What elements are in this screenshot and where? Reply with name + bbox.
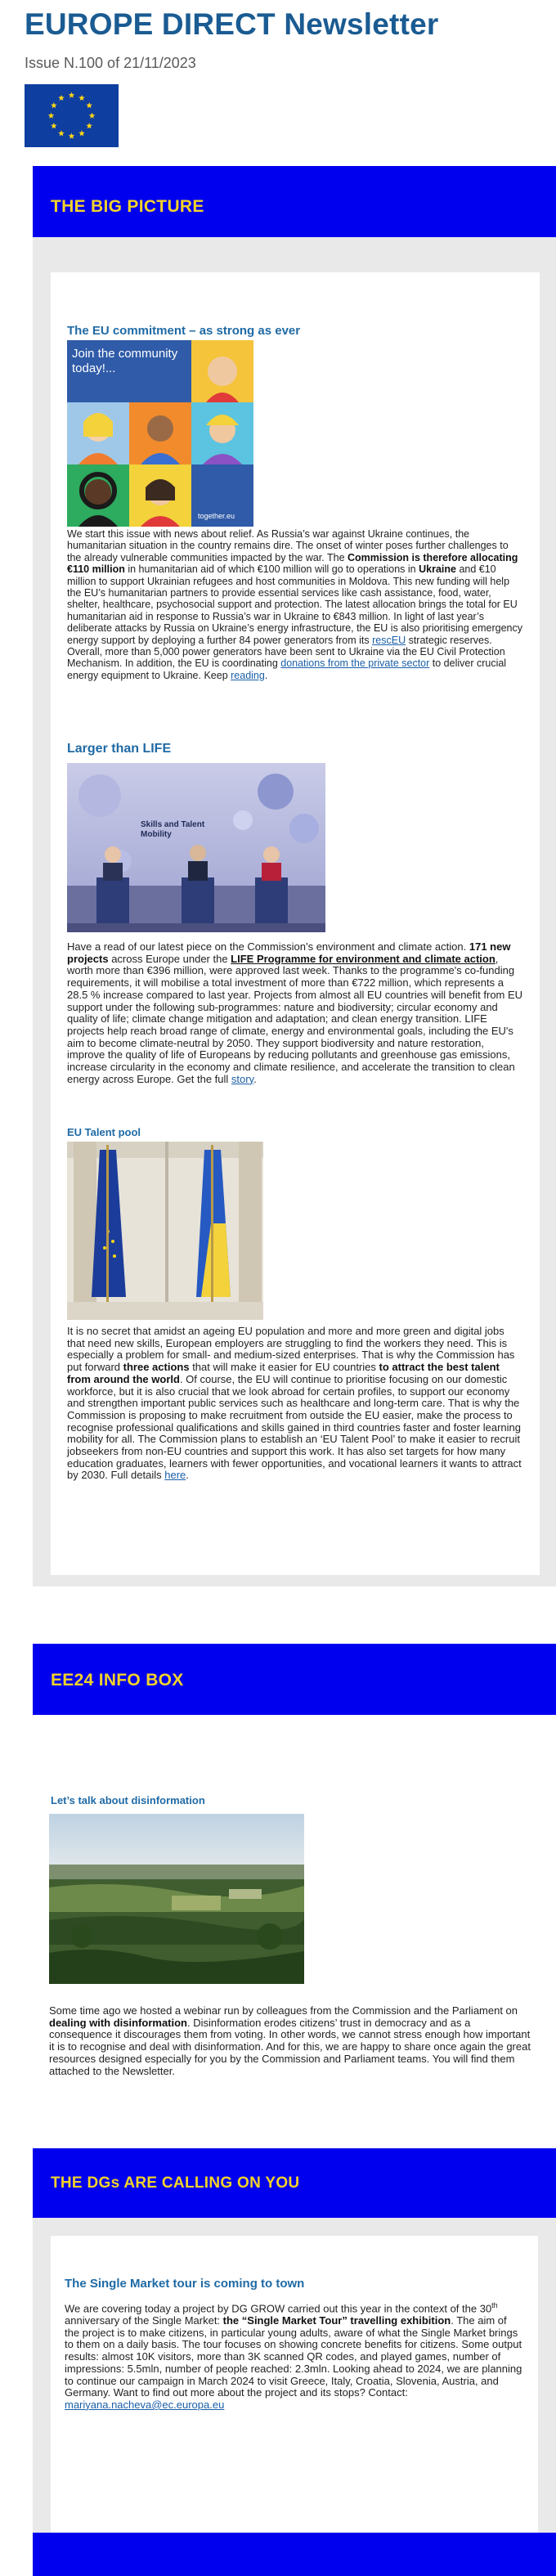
newsletter-title: EUROPE DIRECT Newsletter [25,7,439,41]
contact-email-link[interactable]: mariyana.nacheva@ec.europa.eu [65,2398,225,2411]
article-title-disinfo: Let’s talk about disinformation [51,1794,205,1806]
resceu-link[interactable]: rescEU [372,634,406,646]
eu-flag-icon [25,84,119,147]
section-band-dgs [33,2148,556,2218]
campaign-image-brand: together.eu [198,512,235,520]
life-programme-link[interactable]: LIFE Programme for environment and climate action [231,952,495,965]
together-eu-campaign-image [67,340,253,527]
dgs-container [33,2218,556,2533]
article-body-eu-commitment: We start this issue with news about relief. As Russia’s war against Ukraine continues, the humanitarian situation in the country remains dire. The onset of winter poses further challenges to the already vulnerable communities impacted by the war. The Commission is therefore allocating €110 million in humanitarian aid of which €100 million will go to operations in Ukraine and €10 million to support Ukrainian refugees and host communities in Moldova. This new funding will help the EU’s humanitarian partners to provide essential services like cash assistance, food, water, shelter, healthcare, psychosocial support and protection. The latest allocation brings the total for EU humanitarian aid in response to Russia’s war in Ukraine to €843 million. In light of last year’s deliberate attacks by Russia on Ukraine’s energy infrastructure, the EU is also prioritising emergency energy support by deploying a further 84 power generators from its rescEU strategic reserves. Overall, more than 5,000 power generators have been sent to Ukraine via the EU Civil Protection Mechanism. In addition, the EU is coordinating donations from the private sector to deliver crucial energy equipment to Ukraine. Keep reading. [67,528,522,681]
section-title-info-box: EE24 INFO BOX [51,1671,184,1690]
eu-ukraine-flags-photo [67,1142,263,1320]
section-title-big-picture: THE BIG PICTURE [51,197,204,216]
campaign-image-join-text: Join the community today!... [72,347,178,375]
article-body-life: Have a read of our latest piece on the Commission’s environment and climate action. 171 new projects across Europe under the LIFE Programme for environment and climate action, worth more than €396 million, were approved last week. Thanks to the programme's co-funding requirements, it will mobilise a total investment of more than €722 million, which represents a 28.5 % increase compared to last year. Projects from almost all EU countries will benefit from EU support under the following sub-programmes: nature and biodiversity; circular economy and quality of life; climate change mitigation and adaptation; and clean energy transition. LIFE projects help reach broad range of climate, energy and environmental goals, including the EU's aim to become climate-neutral by 2050. They support biodiversity and nature restoration, improve the quality of life of Europeans by reducing pollutants and greenhouse gas emissions, increase circularity in the economy and climate resilience, and accelerate the transition to clean energy across Europe. Get the full story. [67,940,523,1085]
private-donations-link[interactable]: donations from the private sector [280,657,430,670]
skills-talent-press-photo [67,763,325,932]
section-band-info-box [33,1644,556,1715]
article-body-disinfo: Some time ago we hosted a webinar run by colleagues from the Commission and the Parliament on dealing with disinformation. Disinformation erodes citizens’ trust in democracy and as a consequence it discourages them from voting. In other words, we cannot stress enough how important it is to recognise and deal with disinformation. And for this, we are happy to share once again the great resources designed especially for you by the Commission and Parliament teams. You will find them attached to the Newsletter. [49,2004,531,2077]
big-picture-card [51,272,540,1575]
full-story-link[interactable]: story [231,1072,254,1085]
article-body-single-market: We are covering today a project by DG GROW carried out this year in the context of the 30th anniversary of the Single Market: the “Single Market Tour” travelling exhibition. The aim of the project is to make citizens, in particular young adults, aware of what the Single Market brings to them on a daily basis. The tour focuses on showing concrete benefits for citizens. Some output results: almost 10K visitors, more than 3K scanned QR codes, and played games, number of impressions: 5.5mln, number of people reached: 2.3mln. Looking ahead to 2024, we are planning to continue our campaign in March 2024 to visit Greece, Italy, Croatia, Slovenia, Austria, and Germany. Want to find out more about the project and its stops? Contact: mariyana.nacheva@ec.europa.eu [65,2301,522,2411]
section-band-next [33,2533,556,2576]
dgs-card [51,2236,538,2533]
article-title-single-market: The Single Market tour is coming to town [65,2277,305,2291]
issue-number: Issue N.100 of 21/11/2023 [25,55,196,71]
section-title-dgs: THE DGs ARE CALLING ON YOU [51,2174,300,2192]
article-title-talent: EU Talent pool [67,1126,141,1138]
big-picture-container [33,237,556,1586]
article-title-life: Larger than LIFE [67,742,172,756]
masthead [25,7,531,72]
reading-link[interactable]: reading [231,669,265,681]
press-photo-caption: Skills and Talent Mobility [141,820,205,839]
article-body-talent: It is no secret that amidst an ageing EU population and more and more green and digital jobs that need new skills, European employers are struggling to find the workers they need. This is especially a problem for small- and medium-sized enterprises. That is why the Commission has put forward three actions that will make it easier for EU countries to attract the best talent from around the world. Of course, the EU will continue to prioritise focusing on our domestic workforce, but it is also crucial that we look abroad for certain profiles, to support our economy and strengthen important public services such as healthcare and long-term care. That is why the Commission is proposing to make recruitment from outside the EU easier, make the process to recognise professional qualifications and skills gained in third countries faster and foster learning mobility for all. The Commission plans to establish an ‘EU Talent Pool’ to make it easier to recruit jobseekers from non-EU countries and support this work. It has also set targets for how many education graduates, learners with fewer opportunities, and vocational learners it wants to attract by 2030. Full details here. [67,1325,522,1482]
landscape-photo [49,1814,304,1984]
section-band-big-picture [33,166,556,237]
article-title-eu-commitment: The EU commitment – as strong as ever [67,324,301,338]
full-details-link[interactable]: here [164,1469,186,1482]
